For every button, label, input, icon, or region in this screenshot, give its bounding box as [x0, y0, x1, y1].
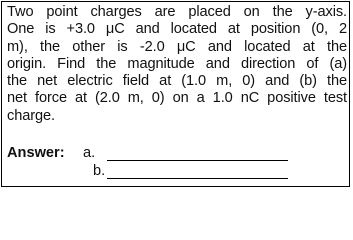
answer-item-label-b: b.: [93, 163, 106, 179]
problem-line: charge.: [7, 107, 55, 124]
answer-item-label-a: a.: [83, 145, 96, 161]
problem-line: origin. Find the magnitude and direction of (a): [7, 55, 347, 72]
problem-line: One is +3.0 μC and located at position (0, 2: [7, 21, 347, 38]
problem-line: Two point charges are placed on the y-axis.: [7, 4, 347, 20]
answer-blank-b[interactable]: [107, 178, 288, 179]
problem-line: the net electric field at (1.0 m, 0) and (b) the: [7, 73, 347, 90]
problem-line: net force at (2.0 m, 0) on a 1.0 nC positive test: [7, 90, 347, 107]
problem-text: [7, 4, 347, 125]
answer-row-a: [7, 145, 65, 162]
problem-card: [1, 1, 350, 187]
answer-label: Answer:: [7, 145, 65, 161]
answer-blank-a[interactable]: [107, 160, 288, 161]
problem-line: m), the other is -2.0 μC and located at the: [7, 38, 347, 55]
